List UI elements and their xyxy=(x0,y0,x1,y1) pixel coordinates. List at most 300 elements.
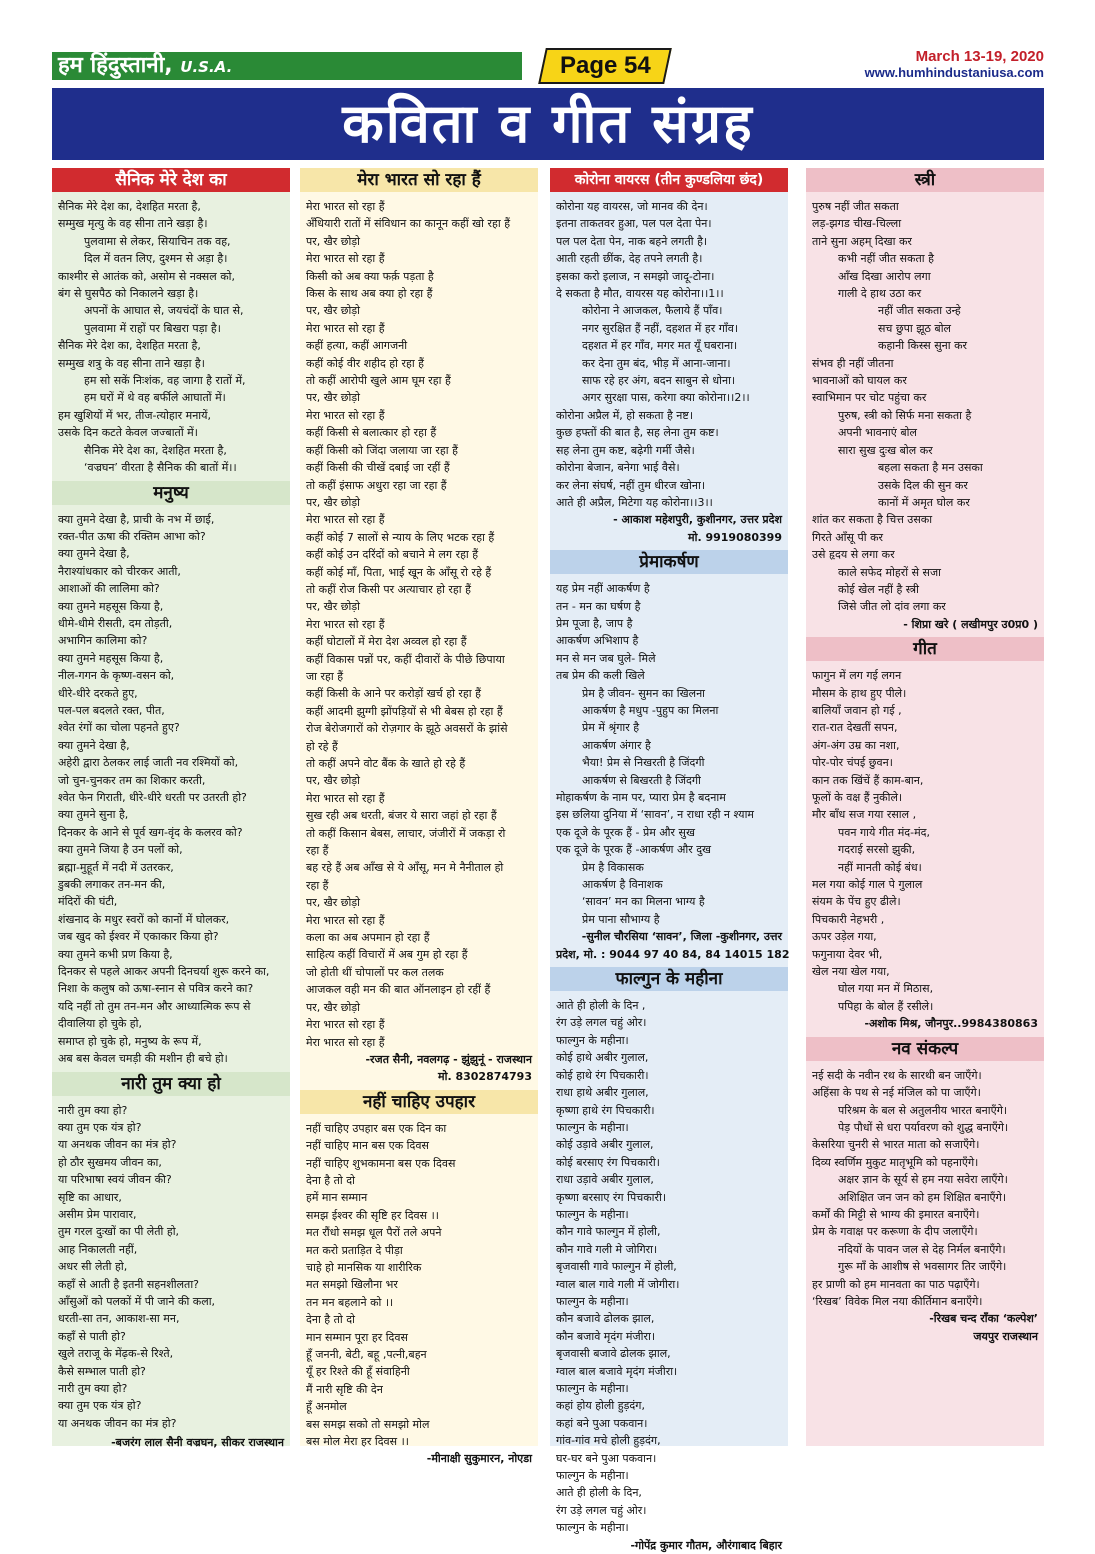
poem-line: बंग से घुसपैठ को निकालने खड़ा है। xyxy=(58,287,199,301)
poem-line: फागुन में लग गई लगन xyxy=(812,669,902,683)
poem-title: नव संकल्प xyxy=(806,1037,1044,1061)
poem-line: आँसुओं को पलकों में पी जाने की कला, xyxy=(58,1294,216,1308)
poem-line: पेड़ पौधों से धरा पर्यावरण को शुद्ध बनाएँगे। xyxy=(838,1120,1009,1134)
poem-line: एक दूजे के पूरक हैं -आकर्षण और दुख xyxy=(556,843,712,857)
poem-line: भावनाओं को घायल कर xyxy=(812,374,907,388)
poem-line: क्या तुमने जिया है उन पलों को, xyxy=(58,843,183,857)
poem-line: बहला सकता है मन उसका xyxy=(878,461,983,475)
poem-line: पिचकारी नेहभरी , xyxy=(812,912,885,926)
poem-line: असीम प्रेम पारावार, xyxy=(58,1207,137,1221)
poem-line: किस के साथ अब क्या हो रहा हैं xyxy=(306,287,433,301)
poem-line: कोरोना ने आजकल, फैलाये हैं पाँव। xyxy=(582,304,723,318)
poem-credit: -बजरंग लाल सैनी वज्रघन, सीकर राजस्थान xyxy=(111,1436,284,1450)
poem-line: रात-रात देखतीं सपन, xyxy=(812,721,898,735)
poem-body xyxy=(812,198,1038,616)
poem-line: फाल्गुन के महीना। xyxy=(556,1207,629,1221)
poem-line: कुछ हफ्तों की बात है, सह लेना तुम कष्ट। xyxy=(556,426,719,440)
poem-line: दिल में वतन लिए, दुश्मन से अड़ा है। xyxy=(84,252,228,266)
poem-line: बस मोल मेरा हर दिवस ।। xyxy=(306,1435,409,1449)
poem-line: ‘वज्रघन’ वीरता है सैनिक की बातों में।। xyxy=(84,461,237,475)
poem-line: कहीं किसी से बलात्कार हो रहा हैं xyxy=(306,426,437,440)
poem-line: कान तक खिंचें हैं काम-बान, xyxy=(812,773,924,787)
poem-line: मौसम के हाथ हुए पीले। xyxy=(812,686,907,700)
poem-line: कहीं हत्या, कहीं आगजनी xyxy=(306,339,408,353)
poem-line: आते ही अप्रैल, मिटेगा यह कोरोना।।3।। xyxy=(556,495,713,509)
poem-credit: -रजत सैनी, नवलगढ़ - झुंझुनूं - राजस्थान xyxy=(365,1052,532,1066)
poem-line: धरती-सा तन, आकाश-सा मन, xyxy=(58,1312,180,1326)
poem-line: स्वाभिमान पर चोट पहुंचा कर xyxy=(812,391,927,405)
poem-line: मत करो प्रताड़ित दे पीड़ा xyxy=(306,1243,403,1257)
poem-line: कर्मों की मिट्टी से भाग्य की इमारत बनाएँगे। xyxy=(812,1207,980,1221)
poem-line: पर, खैर छोड़ो xyxy=(306,774,361,788)
poem-line: समाप्त हो चुके हो, मनुष्य के रूप में, xyxy=(58,1034,202,1048)
poem-credit: - शिप्रा खरे ( लखीमपुर उ0प्र0 ) xyxy=(903,617,1038,631)
poem-line: पोर-पोर चंपई छुवन। xyxy=(812,756,893,770)
poem-line: कहां होय होली हुड़दंग, xyxy=(556,1399,645,1413)
poem-line: मौर बाँध सज गया रसाल , xyxy=(812,808,917,822)
poem-line: कहानी किस्स सुना कर xyxy=(878,339,968,353)
poem-line: डुबकी लगाकर तन-मन की, xyxy=(58,878,166,892)
poem-line: मेरा भारत सो रहा हैं xyxy=(306,617,385,631)
poem-title: मेरा भारत सो रहा हैं xyxy=(300,168,538,192)
poem-line: जा रहा हैं xyxy=(306,669,344,683)
poem-line: प्रेम है विकासक xyxy=(582,860,644,874)
poem-title: प्रेमाकर्षण xyxy=(550,550,788,574)
poem-line: यह प्रेम नहीं आकर्षण है xyxy=(556,582,650,596)
poem-line: मेरा भारत सो रहा हैं xyxy=(306,1018,385,1032)
poem-line: मेरा भारत सो रहा हैं xyxy=(306,321,385,335)
poem-line: फगुनाया देवर भी, xyxy=(812,947,883,961)
poem-line: या अनथक जीवन का मंत्र हो? xyxy=(58,1416,177,1430)
poem-line: कृष्णा बरसाए रंग पिचकारी। xyxy=(556,1190,667,1204)
poem-title: फाल्गुन के महीना xyxy=(550,967,788,991)
poem-line: कोई हाथे अबीर गुलाल, xyxy=(556,1051,649,1065)
issue-info xyxy=(865,48,1044,80)
poem-line: पल पल देता पेन, नाक बहने लगती है। xyxy=(556,234,708,248)
poem-line: हूँ अनमोल xyxy=(306,1400,347,1414)
poem-line: तुम गरल दुःखों का पी लेती हो, xyxy=(58,1225,180,1239)
poem-line: नहीं चाहिए शुभकामना बस एक दिवस xyxy=(306,1156,456,1170)
poem-line: नहीं जीत सकता उन्हे xyxy=(878,304,961,318)
poem-credit-phone: मो. 9919080399 xyxy=(688,530,782,544)
poem-line: कानों में अमृत घोल कर xyxy=(878,495,970,509)
poem-line: या परिभाषा स्वयं जीवन की? xyxy=(58,1173,172,1187)
poem-line: इस छलिया दुनिया में ‘सावन’, न राधा रही न श्याम xyxy=(556,808,754,822)
poem-line: पवन गाये गीत मंद-मंद, xyxy=(838,825,930,839)
poem-title: स्त्री xyxy=(806,168,1044,192)
poem-line: या अनथक जीवन का मंत्र हो? xyxy=(58,1138,177,1152)
poem-line: फाल्गुन के महीना। xyxy=(556,1469,629,1483)
section-banner: कविता व गीत संग्रह xyxy=(52,88,1044,160)
poem-line: अँधियारी रातों में संविधान का कानून कहीं खो रहा हैं xyxy=(306,217,511,231)
poem-line: मेरा भारत सो रहा हैं xyxy=(306,200,385,213)
poem-line: तन - मन का घर्षण है xyxy=(556,599,641,613)
poem-line: हूँ जननी, बेटी, बहू ,पत्नी,बहन xyxy=(306,1348,427,1361)
poem-line: तन मन बहलाने को ।। xyxy=(306,1295,394,1309)
poem-line: कहीं कोई माँ, पिता, भाई खून के आँसू रो रहे हैं xyxy=(306,565,492,579)
poem-line: कृष्णा हाथे रंग पिचकारी। xyxy=(556,1103,655,1117)
poem-line: ताने सुना अहम् दिखा कर xyxy=(812,234,912,248)
poem-line: क्या तुमने देखा है, xyxy=(58,738,130,752)
poem-line: कैसे सम्भाल पाती हो? xyxy=(58,1364,146,1378)
poem-line: तो कहीं किसान बेबस, लाचार, जंजीरों में जकड़ा रो xyxy=(306,826,506,840)
poem-line: धीरे-धीरे दरकते हुए, xyxy=(58,686,138,700)
poem-line: हर प्राणी को हम मानवता का पाठ पढ़ाएँगे। xyxy=(812,1277,980,1291)
poem-line: नारी तुम क्या हो? xyxy=(58,1103,128,1117)
poem-title: गीत xyxy=(806,637,1044,661)
poem-line: रहा हैं xyxy=(306,878,329,892)
poem-line: कहीं घोटालों में मेरा देश अव्वल हो रहा हैं xyxy=(306,635,467,649)
poem-line: शांत कर सकता है चित्त उसका xyxy=(812,513,933,527)
poem-line: तो कहीं आरोपी खुले आम घूम रहा हैं xyxy=(306,374,451,388)
poem-line: यूँ हर रिश्ते की हूँ संवाहिनी xyxy=(306,1365,410,1379)
poem-line: क्या तुम एक यंत्र हो? xyxy=(58,1120,142,1134)
poem-line: सच छुपा झूठ बोल xyxy=(878,321,952,335)
poem-line: मेरा भारत सो रहा हैं xyxy=(306,408,385,422)
poem-line: क्या तुम एक यंत्र हो? xyxy=(58,1399,142,1413)
poem-line: गाली दे हाथ उठा कर xyxy=(838,287,922,301)
poem-line: गांव-गांव मचे होली हुड़दंग, xyxy=(556,1434,661,1448)
poem-line: देना है तो दो xyxy=(306,1173,355,1187)
poem-line: कोरोना यह वायरस, जो मानव की देन। xyxy=(556,200,708,213)
poem-line: मोहाकर्षण के नाम पर, प्यारा प्रेम है बदनाम xyxy=(556,791,726,804)
poem-title: नहीं चाहिए उपहार xyxy=(300,1090,538,1114)
poem-line: काश्मीर से आतंक को, असोम से नक्सल को, xyxy=(58,269,235,283)
poem-line: गदराई सरसो झुकी, xyxy=(838,843,916,857)
poem-line: अहिंसा के पथ से नई मंजिल को पा जाएँगे। xyxy=(812,1086,981,1100)
poem-line: सैनिक मेरे देश का, देशहित मरता है, xyxy=(84,443,227,457)
poem-line: सुख रही अब धरती, बंजर ये सारा जहां हो रहा हैं xyxy=(306,809,497,823)
poem-line: उसके दिल की सुन कर xyxy=(878,478,968,492)
poem-line: नगर सुरक्षित हैं नहीं, दहशत में हर गाँव। xyxy=(582,321,739,335)
poem-line: निशा के कलुष को ऊषा-स्नान से पवित्र करने का? xyxy=(58,982,254,996)
poem-line: ‘रिखब’ विवेक मिल नया कीर्तिमान बनाएँगे। xyxy=(812,1294,983,1308)
poem-line: मत रौंधो समझ धूल पैरों तले अपने xyxy=(306,1226,442,1240)
poem-body xyxy=(58,1102,284,1433)
poem-line: ऊपर उड़ेल गया, xyxy=(812,930,877,944)
site-url[interactable]: www.humhindustaniusa.com xyxy=(864,65,1044,80)
poem-line: कोई हाथे रंग पिचकारी। xyxy=(556,1068,649,1082)
poem-line: कहीं कोई उन दरिंदों को बचाने मे लग रहा हैं xyxy=(306,548,479,562)
poem-body xyxy=(306,198,532,1051)
poem-line: हम घरों में थे वह बर्फीले आघातों में। xyxy=(84,391,226,405)
poem-body xyxy=(556,997,782,1537)
poem-body xyxy=(306,1120,532,1451)
poem-line: मैं नारी सृष्टि की देन xyxy=(306,1382,383,1396)
poem-line: नहीं चाहिए मान बस एक दिवस xyxy=(306,1139,429,1153)
poem-line: परिश्रम के बल से अतुलनीय भारत बनाएँगे। xyxy=(838,1103,1008,1117)
poem-line: राधा उड़ावे अबीर गुलाल, xyxy=(556,1173,654,1187)
poem-line: कहीं कोई वीर शहीद हो रहा हैं xyxy=(306,356,425,370)
poem-line: हम सो सकें निःशंक, वह जागा है रातों में, xyxy=(84,374,246,388)
poem-line: आकर्षण अभिशाप है xyxy=(556,634,639,648)
poem-line: तो कहीं अपने वोट बैंक के खाते हो रहे हैं xyxy=(306,757,466,770)
poem-line: पुरुष नहीं जीत सकता xyxy=(812,200,899,213)
poem-credit-phone: प्रदेश, मो. : 9044 97 40 84, 84 14015 182 xyxy=(556,947,790,961)
poem-line: ग्वाल बाल गावे गली में जोगीरा। xyxy=(556,1277,680,1291)
poem-credit-phone: मो. 8302874793 xyxy=(438,1070,532,1084)
poem-line: कहाँ से पाती हो? xyxy=(58,1329,126,1343)
poem-line: पपिहा के बोल हैं रसीले। xyxy=(838,999,934,1013)
poem-credit: -अशोक मिश्र, जौनपुर..9984380863 xyxy=(864,1017,1038,1031)
poem-line: उसके दिन कटते केवल जज्बातों में। xyxy=(58,426,198,440)
poem-line: सम्मुख मृत्यु के वह सीना ताने खड़ा है। xyxy=(58,217,208,231)
poem-line: कौन बजावे ढोलक झाल, xyxy=(556,1312,655,1326)
poem-line: हो रहे हैं xyxy=(306,739,338,753)
poem-line: प्रेम पूजा है, जाप है xyxy=(556,616,633,630)
poem-credit: - आकाश महेशपुरी, कुशीनगर, उत्तर प्रदेश xyxy=(613,513,782,527)
poem-line: रक्त-पीत ऊषा की रक्तिम आभा को? xyxy=(58,529,206,543)
poem-line: संयम के पेंच हुए ढीले। xyxy=(812,895,901,909)
poem-line: कला का अब अपमान हो रहा हैं xyxy=(306,931,430,945)
poem-line: मन से मन जब घुले- मिले xyxy=(556,651,656,665)
poem-line: ब्रह्मा-मुहूर्त में नदी में उतरकर, xyxy=(58,860,174,874)
poem-line: जो चुन-चुनकर तम का शिकार करती, xyxy=(58,773,206,787)
poem-line: आजकल वही मन की बात ऑनलाइन हो रहीं हैं xyxy=(306,983,491,997)
poem-line: लड़-झगड चीख-चिल्ला xyxy=(812,217,902,231)
poem-line: जिसे जीत लो दांव लगा कर xyxy=(838,600,946,614)
poem-line: सारा सुख दुःख बोल कर xyxy=(838,443,933,457)
poem-line: आकर्षण अंगार है xyxy=(582,738,651,752)
poem-line: कौन गावे गली मे जोगिरा। xyxy=(556,1242,658,1256)
poem-line: प्रेम है जीवन- सुमन का खिलना xyxy=(582,686,706,700)
poem-body xyxy=(58,198,284,477)
poem-line: कौन बजावे मृदंग मंजीरा। xyxy=(556,1329,656,1343)
poem-line: नारी तुम क्या हो? xyxy=(58,1382,128,1395)
poem-line: फाल्गुन के महीना। xyxy=(556,1294,629,1308)
poem-body xyxy=(556,198,782,511)
poem-line: मेरा भारत सो रहा हैं xyxy=(306,513,385,527)
poem-title: मनुष्य xyxy=(52,481,290,505)
poem-title: नारी तुम क्या हो xyxy=(52,1072,290,1096)
poem-line: नई सदी के नवीन रथ के सारथी बन जाएँगे। xyxy=(812,1068,982,1082)
poem-line: दिनकर के आने से पूर्व खग-वृंद के कलरव को? xyxy=(58,825,243,839)
poem-line: घोल गया मन में मिठास, xyxy=(838,982,934,996)
poem-line: नहीं चाहिए उपहार बस एक दिन का xyxy=(306,1121,447,1135)
poem-line: आकर्षण है मधुप -पुहुप का मिलना xyxy=(582,703,719,717)
brand-name: हम हिंदुस्तानी, xyxy=(58,53,173,78)
poem-body xyxy=(556,580,782,928)
poem-line: कर देना तुम बंद, भीड़ में आना-जाना। xyxy=(582,356,731,370)
poem-line: काले सफेद मोहरों से सजा xyxy=(838,565,941,579)
poem-credit: -गोपेंद्र कुमार गौतम, औरंगाबाद बिहार xyxy=(630,1538,782,1552)
poem-line: अपनी भावनाएं बोल xyxy=(838,426,917,440)
poem-line: पर, खैर छोड़ो xyxy=(306,600,361,614)
poem-line: क्या तुमने देखा है, xyxy=(58,547,130,561)
column-4 xyxy=(806,168,1044,1446)
poem-line: भैया! प्रेम से निखरती है जिंदगी xyxy=(582,756,705,770)
poem-line: अगर सुरक्षा पास, करेगा क्या कोरोना।।2।। xyxy=(582,391,750,405)
poem-line: शंखनाद के मधुर स्वरों को कानों में घोलकर, xyxy=(58,912,230,926)
page-number: Page 54 xyxy=(559,52,651,79)
poem-line: पर, खैर छोड़ो xyxy=(306,304,361,318)
poem-line: पर, खैर छोड़ो xyxy=(306,234,361,248)
poem-line: प्रेम के गवाक्ष पर करूणा के दीप जलाएँगे। xyxy=(812,1225,978,1239)
column-2 xyxy=(300,168,538,1466)
poem-line: आते ही होली के दिन, xyxy=(556,1486,642,1500)
poem-line: एक दूजे के पूरक हैं - प्रेम और सुख xyxy=(556,825,695,839)
poem-line: कोई खेल नहीं है स्त्री xyxy=(838,582,919,596)
poem-line: पल-पल बदलते रक्त, पीत, xyxy=(58,703,165,717)
poem-line: रोज बेरोजगारों को रोज़गार के झूठे अवसरों के झांसे xyxy=(306,722,508,736)
poem-line: मत समझो खिलौना भर xyxy=(306,1278,398,1292)
poem-line: तब प्रेम की कली खिले xyxy=(556,669,645,683)
poem-line: बालियाँ जवान हो गई , xyxy=(812,703,902,717)
poem-line: सृष्टि का आधार, xyxy=(58,1190,122,1204)
poem-line: फूलों के वक्ष हैं नुकीले। xyxy=(812,791,903,804)
poem-line: क्या तुमने सुना है, xyxy=(58,808,129,822)
poem-line: किसी को अब क्या फर्क़ पड़ता है xyxy=(306,269,434,283)
poem-title: कोरोना वायरस (तीन कुण्डलिया छंद) xyxy=(550,168,788,192)
poem-line: सम्मुख शत्रु के वह सीना ताने खड़ा है। xyxy=(58,356,205,370)
poem-credit: -मीनाक्षी सुकुमारन, नोएडा xyxy=(426,1452,532,1466)
poem-line: दिनकर से पहले आकर अपनी दिनचर्या शुरू करने का, xyxy=(58,965,270,979)
poem-line: कहीं किसी की चीखें दबाई जा रहीं हैं xyxy=(306,461,450,475)
poem-line: आकर्षण है विनाशक xyxy=(582,878,663,892)
poem-line: आह निकालती नहीं, xyxy=(58,1242,138,1256)
poem-line: बस समझ सको तो समझो मोल xyxy=(306,1417,430,1431)
poem-title: सैनिक मेरे देश का xyxy=(52,168,290,192)
poem-line: मंदिरों की घंटी, xyxy=(58,895,118,909)
poem-line: क्या तुमने देखा है, प्राची के नभ में छाई, xyxy=(58,512,215,526)
poem-line: कोरोना अप्रैल में, हो सकता है नष्ट। xyxy=(556,408,694,422)
poem-line: नील-गगन के कृष्ण-वसन को, xyxy=(58,669,175,683)
brand-suffix: U.S.A. xyxy=(180,58,233,76)
poem-line: तो कहीं रोज किसी पर अत्याचार हो रहा हैं xyxy=(306,582,471,596)
poem-line: उसे हृदय से लगा कर xyxy=(812,548,895,562)
poem-line: कहां बने पुआ पकवान। xyxy=(556,1416,648,1430)
poem-line: गिरते आँसू पी कर xyxy=(812,530,884,544)
issue-date: March 13-19, 2020 xyxy=(915,48,1044,65)
poem-line: अहेरी द्वारा ठेलकर लाई जाती नव रश्मियों को, xyxy=(58,756,239,770)
poem-line: मल गया कोई गाल पे गुलाल xyxy=(812,878,923,892)
poem-line: अंग-अंग उम्र का नशा, xyxy=(812,738,900,752)
poem-line: रंग उड़े लगल चहुं ओर। xyxy=(556,1503,647,1517)
page-number-badge xyxy=(538,48,672,84)
poem-line: अधर सी लेती हो, xyxy=(58,1260,128,1274)
poem-line: अशिक्षित जन जन को हम शिक्षित बनाएँगे। xyxy=(838,1190,1006,1204)
poem-line: कहीं विकास पन्नों पर, कहीं दीवारों के पीछे छिपाया xyxy=(306,652,505,666)
poem-line: धीमे-धीमे रीसती, दम तोड़ती, xyxy=(58,616,173,630)
poem-line: देना है तो दो xyxy=(306,1313,355,1327)
poem-line: सह लेना तुम कष्ट, बढ़ेगी गर्मी जैसे। xyxy=(556,443,695,457)
poem-line: मेरा भारत सो रहा हैं xyxy=(306,791,385,805)
poem-line: पर, खैर छोड़ो xyxy=(306,391,361,405)
poem-line: फाल्गुन के महीना। xyxy=(556,1120,629,1134)
poem-line: केसरिया चुनरी से भारत माता को सजाएँगे। xyxy=(812,1138,980,1152)
poem-line: फाल्गुन के महीना। xyxy=(556,1033,629,1047)
poem-line: रंग उड़े लगल चहुं ओर। xyxy=(556,1016,647,1030)
poem-line: अक्षर ज्ञान के सूर्य से हम नया सवेरा लाएँगे। xyxy=(838,1173,1008,1187)
poem-line: अब बस केवल चमड़ी की मशीन ही बचे हो। xyxy=(58,1052,228,1066)
poem-line: मेरा भारत सो रहा हैं xyxy=(306,1035,385,1049)
poem-line: दहशत में हर गाँव, मगर मत यूँ घबराना। xyxy=(582,339,738,353)
page-header xyxy=(52,48,1044,84)
column-1 xyxy=(52,168,290,1450)
poem-line: आशाओं की लालिमा को? xyxy=(58,582,160,596)
poem-line: ‘सावन’ मन का मिलना भाग्य है xyxy=(582,895,705,909)
poem-line: कहीं कोई 7 सालों से न्याय के लिए भटक रहा हैं xyxy=(306,530,495,544)
poem-line: आँख दिखा आरोप लगा xyxy=(838,269,931,283)
poem-body xyxy=(812,667,1038,1015)
poem-credit-place: जयपुर राजस्थान xyxy=(973,1329,1038,1343)
poem-line: बृजवासी बजावे ढोलक झाल, xyxy=(556,1347,671,1361)
poem-line: क्या तुमने महसूस किया है, xyxy=(58,651,164,665)
poem-line: नैराश्यांधकार को चीरकर आती, xyxy=(58,564,181,578)
poem-line: खेल नया खेल गया, xyxy=(812,965,890,979)
poem-line: कहीं आदमी झुग्गी झोंपड़ियों से भी बेबस हो रहा हैं xyxy=(306,704,503,718)
poem-line: समझ ईश्वर की सृष्टि हर दिवस ।। xyxy=(306,1208,439,1222)
poem-line: प्रेम में श्रृंगार है xyxy=(582,721,640,735)
poem-line: दे सकता है मौत, वायरस यह कोरोना।।1।। xyxy=(556,287,724,301)
poem-body xyxy=(812,1067,1038,1311)
poem-line: कोरोना बेजान, बनेगा भाई वैसे। xyxy=(556,461,680,475)
poem-line: पुलवामा में राहों पर बिखरा पड़ा है। xyxy=(84,321,221,335)
poem-line: संभव ही नहीं जीतना xyxy=(812,356,894,370)
poem-line: गुरू माँ के आशीष से भवसागर तिर जाएँगे। xyxy=(838,1260,1007,1274)
poem-line: पर, खैर छोड़ो xyxy=(306,1000,361,1014)
poem-line: क्या तुमने कभी प्रण किया है, xyxy=(58,947,173,961)
poem-line: सैनिक मेरे देश का, देशहित मरता है, xyxy=(58,339,201,353)
poem-line: बह रहे हैं अब आँख से ये आँसू, मन मे नैनीताल हो xyxy=(306,861,504,875)
poem-line: यदि नहीं तो तुम तन-मन और आध्यात्मिक रूप से xyxy=(58,999,251,1013)
poem-line: इसका करो इलाज, न समझो जादू-टोना। xyxy=(556,269,715,283)
poem-line: फाल्गुन के महीना। xyxy=(556,1521,629,1535)
poem-line: आती रहती छींक, देह तपने लगती है। xyxy=(556,252,703,266)
poem-line: नहीं मानती कोई बंध। xyxy=(838,860,922,874)
poem-line: आते ही होली के दिन , xyxy=(556,999,646,1013)
poem-line: जो होती थीं चोपालों पर कल तलक xyxy=(306,965,444,979)
poem-line: चाहे हो मानसिक या शारीरिक xyxy=(306,1260,422,1274)
poem-line: तो कहीं इंसाफ अधुरा रहा जा रहा हैं xyxy=(306,478,447,492)
poem-line: बृजवासी गावे फाल्गुन में होली, xyxy=(556,1260,677,1274)
poem-line: पुरुष, स्त्री को सिर्फ मना सकता है xyxy=(838,408,972,422)
poem-line: अभागिन कालिमा को? xyxy=(58,634,148,648)
poem-line: दिव्य स्वर्णिम मुकुट मातृभूमि को पहनाएँगे। xyxy=(812,1155,979,1169)
poem-line: कर लेना संघर्ष, नहीं तुम धीरज खोना। xyxy=(556,478,706,492)
poem-line: श्वेत फेन गिराती, धीरे-धीरे धरती पर उतरती हो? xyxy=(58,791,247,804)
poem-line: पुलवामा से लेकर, सियाचिन तक वह, xyxy=(84,234,231,248)
poem-line: रहा हैं xyxy=(306,844,329,858)
poem-line: नदियों के पावन जल से देह निर्मल बनाएँगे। xyxy=(838,1242,1006,1256)
poem-line: प्रेम पाना सौभाग्य है xyxy=(582,912,660,926)
poem-line: कहीं किसी को जिंदा जलाया जा रहा हैं xyxy=(306,443,458,457)
poem-line: ग्वाल बाल बजावे मृदंग मंजीरा। xyxy=(556,1364,678,1378)
poem-line: पर, खैर छोड़ो xyxy=(306,495,361,509)
poem-line: साफ रहे हर अंग, बदन साबुन से धोना। xyxy=(582,374,736,388)
poem-line: राधा हाथे अबीर गुलाल, xyxy=(556,1086,649,1100)
poem-line: मान सम्मान पूरा हर दिवस xyxy=(306,1330,408,1344)
poem-line: इतना ताकतवर हुआ, पल पल देता पेन। xyxy=(556,217,712,231)
column-3 xyxy=(550,168,790,1552)
poem-line: दीवालिया हो चुके हो, xyxy=(58,1017,142,1031)
poem-line: जब खुद को ईश्वर में एकाकार किया हो? xyxy=(58,930,219,944)
poem-line: मेरा भारत सो रहा हैं xyxy=(306,252,385,266)
poem-credit: -रिखब चन्द राँका ‘कल्पेश’ xyxy=(929,1312,1038,1326)
poem-line: कहाँ से आती है इतनी सहनशीलता? xyxy=(58,1277,200,1291)
poem-line: हमें मान सम्मान xyxy=(306,1191,368,1205)
poem-line: हो ठौर सुखमय जीवन का, xyxy=(58,1155,162,1169)
poem-line: मेरा भारत सो रहा हैं xyxy=(306,913,385,927)
poem-line: कोई बरसाए रंग पिचकारी। xyxy=(556,1155,660,1169)
poem-body xyxy=(58,511,284,1068)
poem-line: कौन गावे फाल्गुन में होली, xyxy=(556,1225,661,1239)
poem-line: अपनों के आघात से, जयचंदों के घात से, xyxy=(84,304,244,318)
brand-bar xyxy=(52,52,522,80)
poem-line: खुले तराजू के मेंढ़क-से रिश्ते, xyxy=(58,1347,174,1361)
poem-line: पर, खैर छोड़ो xyxy=(306,896,361,910)
poem-line: क्या तुमने महसूस किया है, xyxy=(58,599,164,613)
